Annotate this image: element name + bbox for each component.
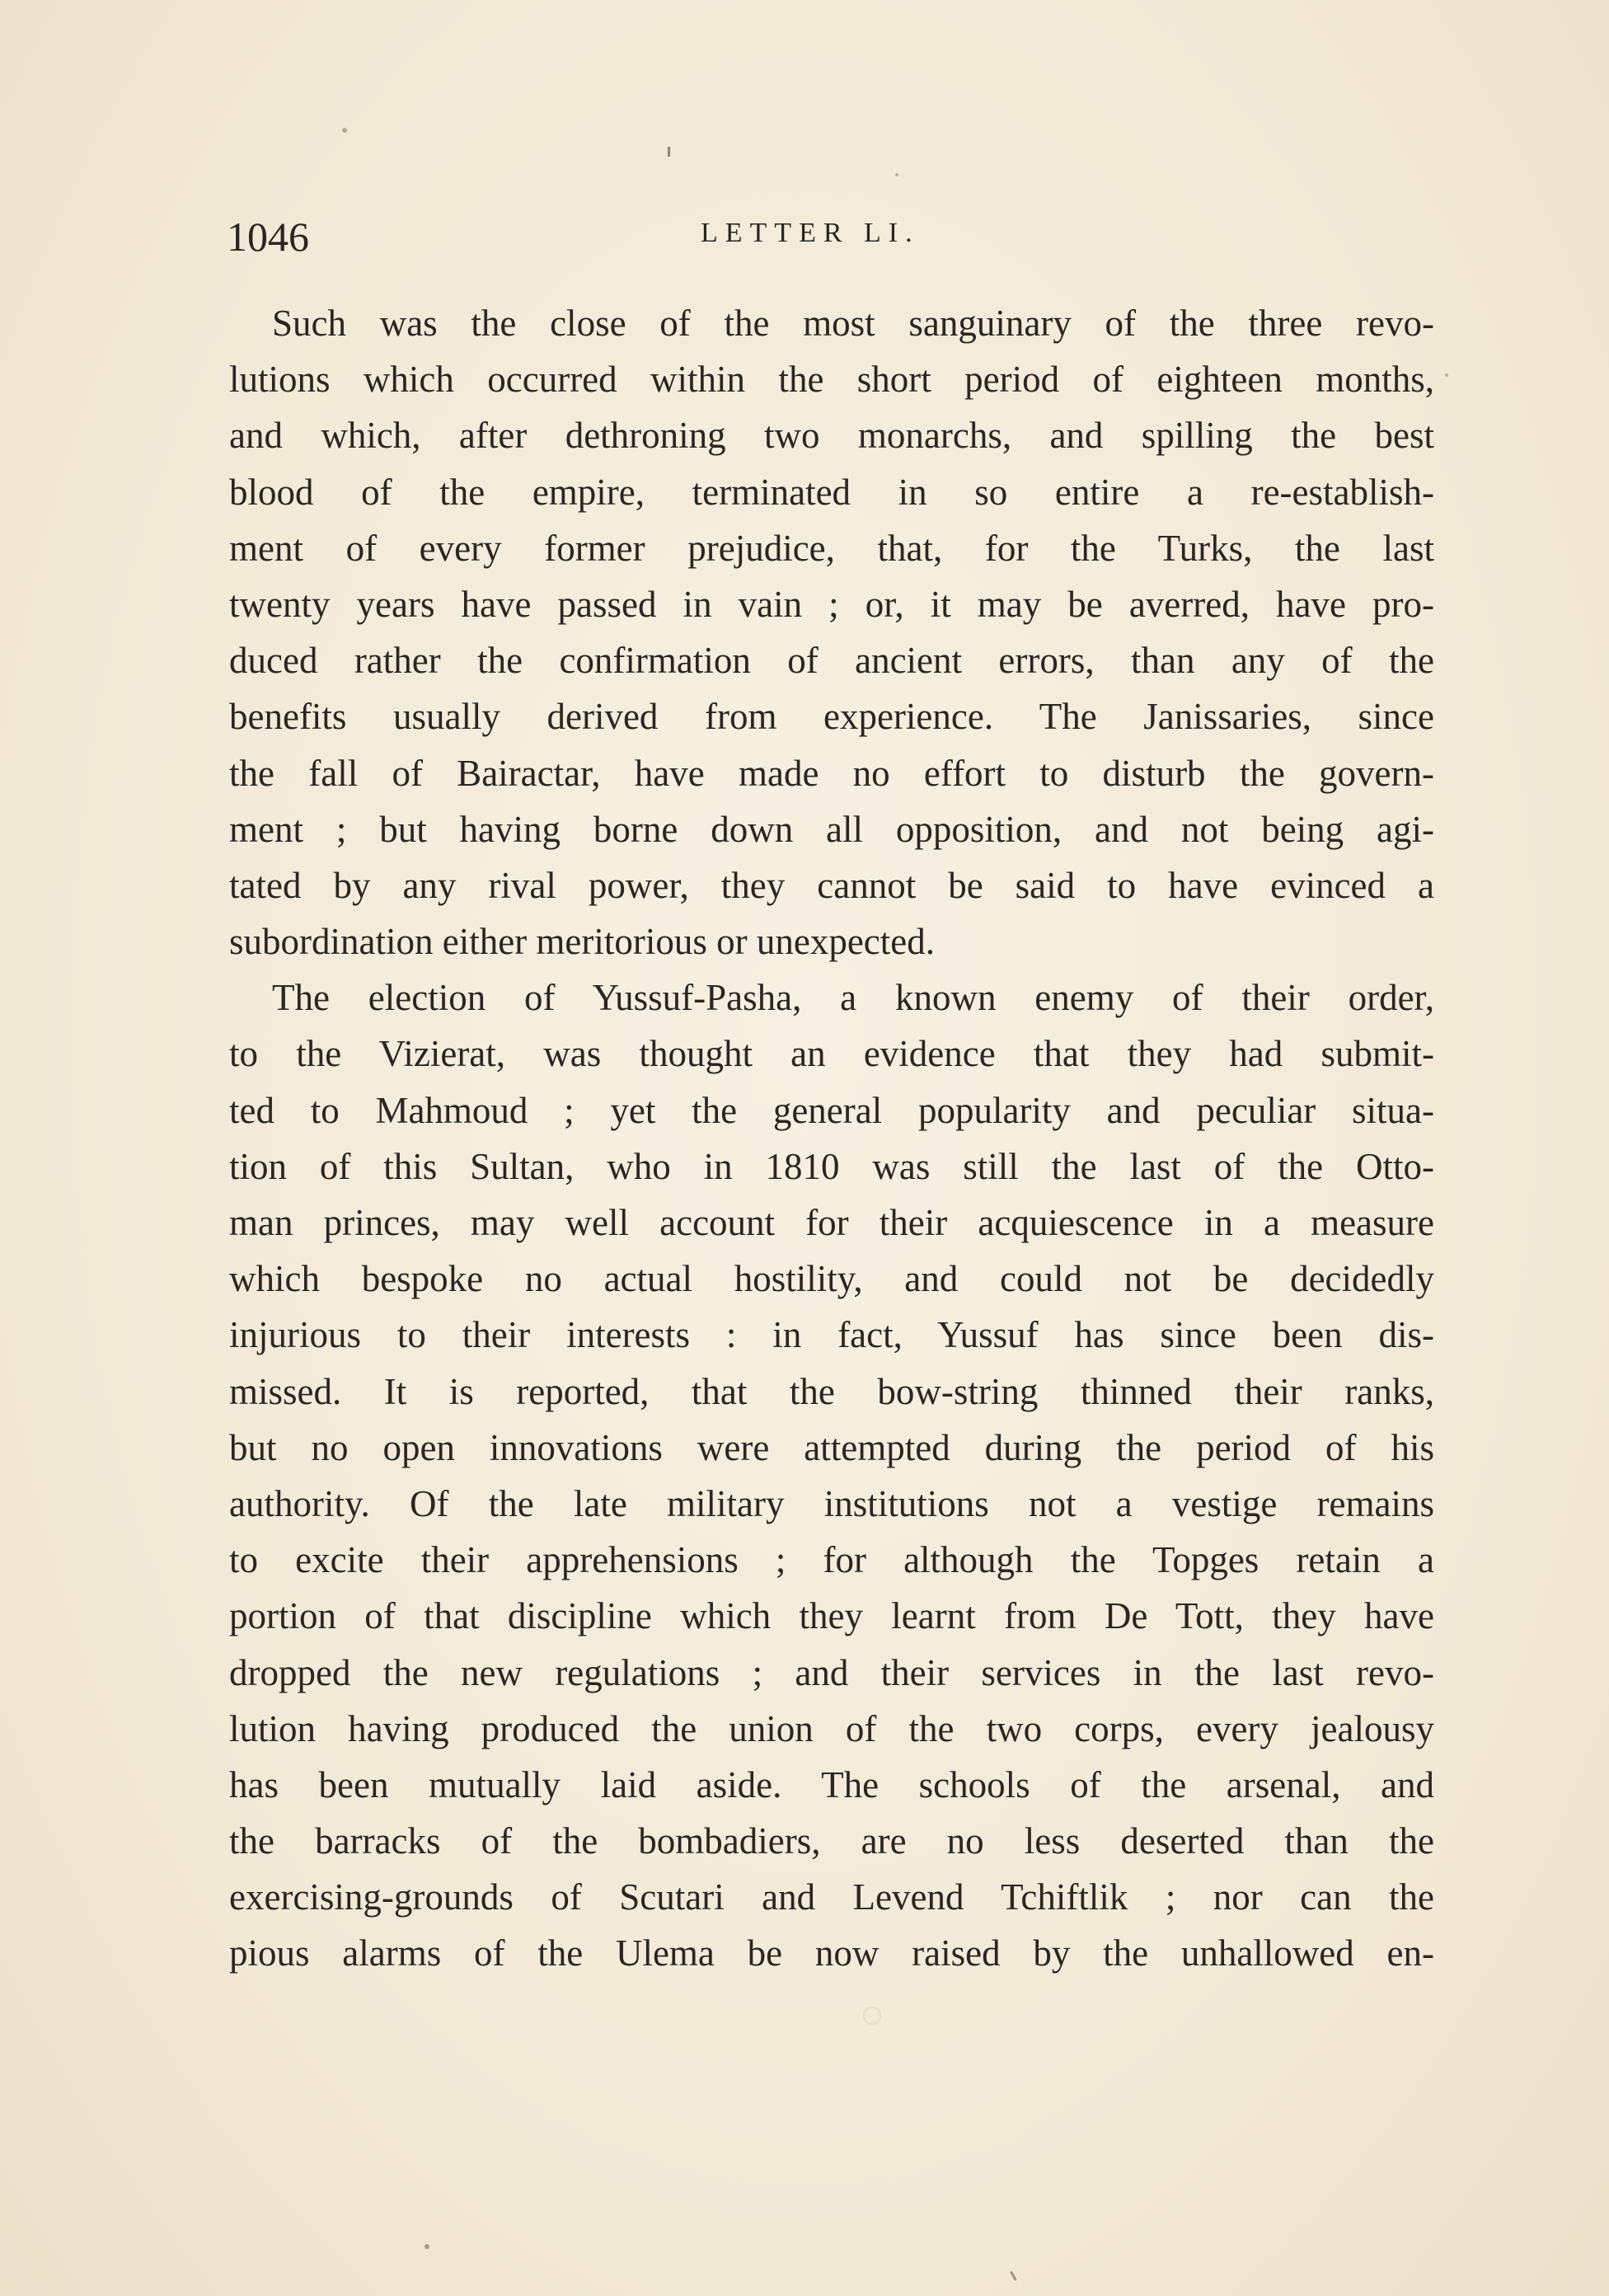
- text-line: tated by any rival power, they cannot be said to have evinced a: [229, 864, 1434, 906]
- text-line: the fall of Bairactar, have made no effort to disturb the govern-: [229, 752, 1434, 794]
- text-line: subordination either meritorious or unexpected.: [229, 921, 936, 963]
- running-head: [227, 213, 1430, 270]
- text-line: Such was the close of the most sanguinary of the three revo-: [272, 303, 1434, 344]
- text-line: but no open innovations were attempted during the period of his: [229, 1426, 1434, 1468]
- text-line: lution having produced the union of the two corps, every jealousy: [229, 1707, 1434, 1749]
- text-line: pious alarms of the Ulema be now raised by the unhallowed en-: [229, 1932, 1434, 1974]
- text-line: ted to Mahmoud ; yet the general popularity and peculiar situa-: [229, 1089, 1434, 1131]
- text-line: which bespoke no actual hostility, and could not be decidedly: [229, 1258, 1434, 1300]
- text-line: portion of that discipline which they learnt from De Tott, they have: [229, 1595, 1434, 1637]
- text-line: ment of every former prejudice, that, for the Turks, the last: [229, 527, 1434, 569]
- text-line: exercising-grounds of Scutari and Levend Tchiftlik ; nor can the: [229, 1876, 1434, 1918]
- text-line: to excite their apprehensions ; for although the Topges retain a: [229, 1539, 1434, 1581]
- text-line: twenty years have passed in vain ; or, it may be averred, have pro-: [229, 583, 1434, 625]
- letter-title: LETTER LI.: [701, 218, 920, 248]
- text-line: blood of the empire, terminated in so entire a re-establish-: [229, 471, 1434, 513]
- text-line: dropped the new regulations ; and their services in the last revo-: [229, 1651, 1434, 1693]
- page-number: 1046: [227, 214, 309, 260]
- text-line: the barracks of the bombadiers, are no less deserted than the: [229, 1820, 1434, 1862]
- text-line: to the Vizierat, was thought an evidence that they had submit-: [229, 1033, 1434, 1075]
- text-line: benefits usually derived from experience. The Janissaries, since: [229, 696, 1434, 738]
- text-line: lutions which occurred within the short period of eighteen months,: [229, 359, 1434, 401]
- text-line: authority. Of the late military institutions not a vestige remains: [229, 1482, 1434, 1524]
- body-text: [229, 295, 1434, 1982]
- paragraph-2: [229, 970, 1434, 1981]
- text-line: missed. It is reported, that the bow-string thinned their ranks,: [229, 1370, 1434, 1412]
- text-line: injurious to their interests : in fact, Yussuf has since been dis-: [229, 1314, 1434, 1356]
- text-line: and which, after dethroning two monarchs, and spilling the best: [229, 415, 1434, 457]
- text-line: tion of this Sultan, who in 1810 was still the last of the Otto-: [229, 1145, 1434, 1187]
- text-line: The election of Yussuf-Pasha, a known enemy of their order,: [272, 977, 1434, 1019]
- text-line: man princes, may well account for their acquiescence in a measure: [229, 1202, 1434, 1243]
- text-line: has been mutually laid aside. The schools of the arsenal, and: [229, 1763, 1434, 1805]
- text-line: ment ; but having borne down all opposition, and not being agi-: [229, 808, 1434, 850]
- paragraph-1: [229, 295, 1434, 970]
- text-line: duced rather the confirmation of ancient errors, than any of the: [229, 640, 1434, 682]
